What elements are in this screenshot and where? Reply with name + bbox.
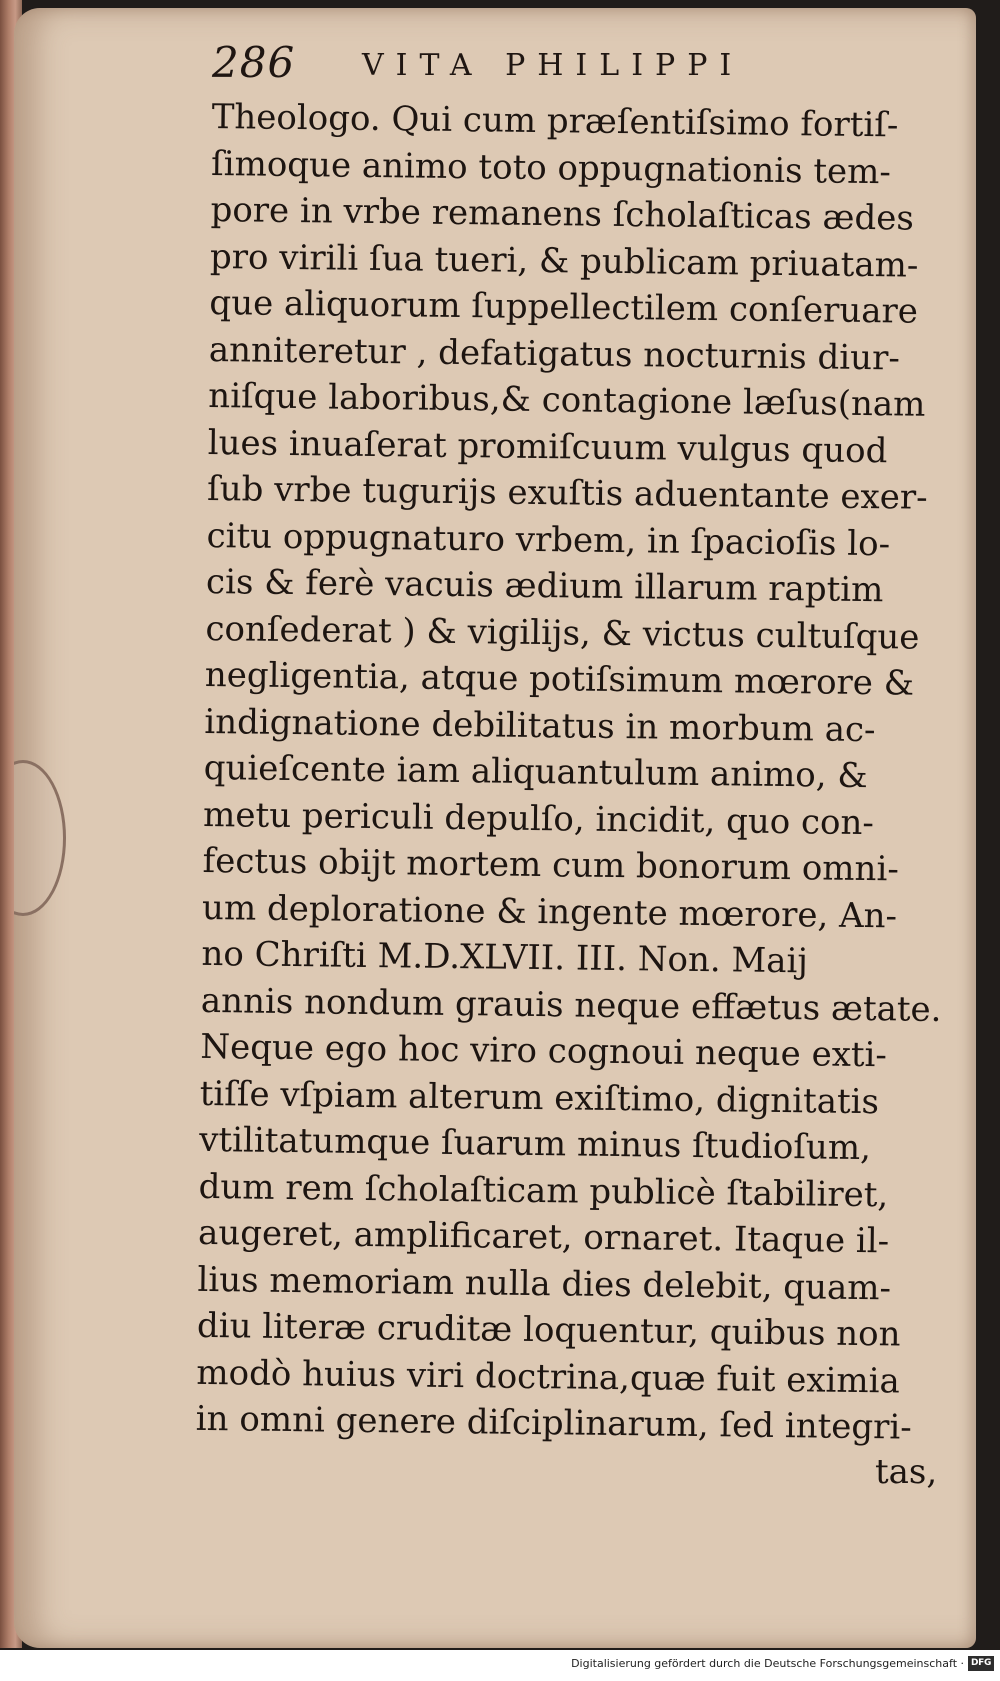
text-line: anniteretur , defatigatus nocturnis diur-: [208, 329, 901, 378]
text-line: fectus obijt mortem cum bonorum omni-: [202, 840, 900, 890]
body-text: [196, 94, 952, 1451]
funding-credit: Digitalisierung gefördert durch die Deutsche Forschungsgemeinschaft ·: [571, 1657, 964, 1670]
text-line: no Chriſti M.D.XLVII. III. Non. Maij: [201, 933, 809, 982]
text-line: pro virili ſua tueri, & publicam priuatam-: [209, 236, 919, 286]
text-line: modò huius viri doctrina,quæ fuit eximia: [196, 1352, 901, 1401]
dfg-logo: DFG: [968, 1656, 994, 1671]
catchword: tas,: [875, 1452, 938, 1492]
text-line: quieſcente iam aliquantulum animo, &: [203, 747, 868, 797]
footer-bar: [0, 1652, 1000, 1681]
text-line: pore in vrbe remanens ſcholaſticas ædes: [210, 189, 915, 239]
running-head: VITA PHILIPPI: [362, 48, 744, 83]
clasp-ring: [14, 760, 66, 916]
text-line: Neque ego hoc viro cognoui neque exti-: [200, 1026, 888, 1076]
page-number: 286: [212, 38, 296, 87]
text-line: ſub vrbe tugurijs exuſtis aduentante exer-: [206, 468, 928, 518]
text-line: cis & ferè vacuis ædium illarum raptim: [205, 561, 884, 611]
text-line: diu literæ cruditæ loquentur, quibus non: [196, 1305, 901, 1355]
text-line: augeret, amplificaret, ornaret. Itaque il-: [197, 1212, 890, 1262]
text-line: ſimoque animo toto oppugnationis tem-: [210, 143, 892, 192]
text-line: Theologo. Qui cum præſentiſsimo fortiſ-: [211, 96, 899, 146]
text-line: tiſſe vſpiam alterum exiſtimo, dignitatis: [199, 1073, 880, 1122]
text-line: niſque laboribus,& contagione læſus(nam: [208, 375, 926, 425]
text-line: conſederat ) & vigilijs, & victus cultuſque: [205, 608, 920, 658]
text-line: metu periculi depulſo, incidit, quo con-: [202, 794, 875, 843]
text-line: annis nondum grauis neque effætus ætate.: [200, 980, 942, 1030]
text-line: lues inuaſerat promiſcuum vulgus quod: [207, 422, 888, 471]
text-line: um deploratione & ingente mœrore, An-: [201, 887, 898, 936]
page-header: [212, 38, 902, 94]
text-line: citu oppugnaturo vrbem, in ſpacioſis lo-: [206, 515, 891, 564]
text-line: indignatione debilitatus in morbum ac-: [204, 701, 876, 750]
text-line: vtilitatumque ſuarum minus ſtudioſum,: [198, 1119, 872, 1169]
text-line: que aliquorum ſuppellectilem conſeruare: [209, 282, 919, 332]
text-line: negligentia, atque potiſsimum mœrore &: [204, 654, 915, 704]
book-page: [14, 8, 976, 1648]
text-line: in omni genere diſciplinarum, ſed integri-: [195, 1398, 913, 1448]
text-line: dum rem ſcholaſticam publicè ſtabiliret,: [198, 1166, 889, 1215]
text-line: lius memoriam nulla dies delebit, quam-: [197, 1259, 892, 1308]
